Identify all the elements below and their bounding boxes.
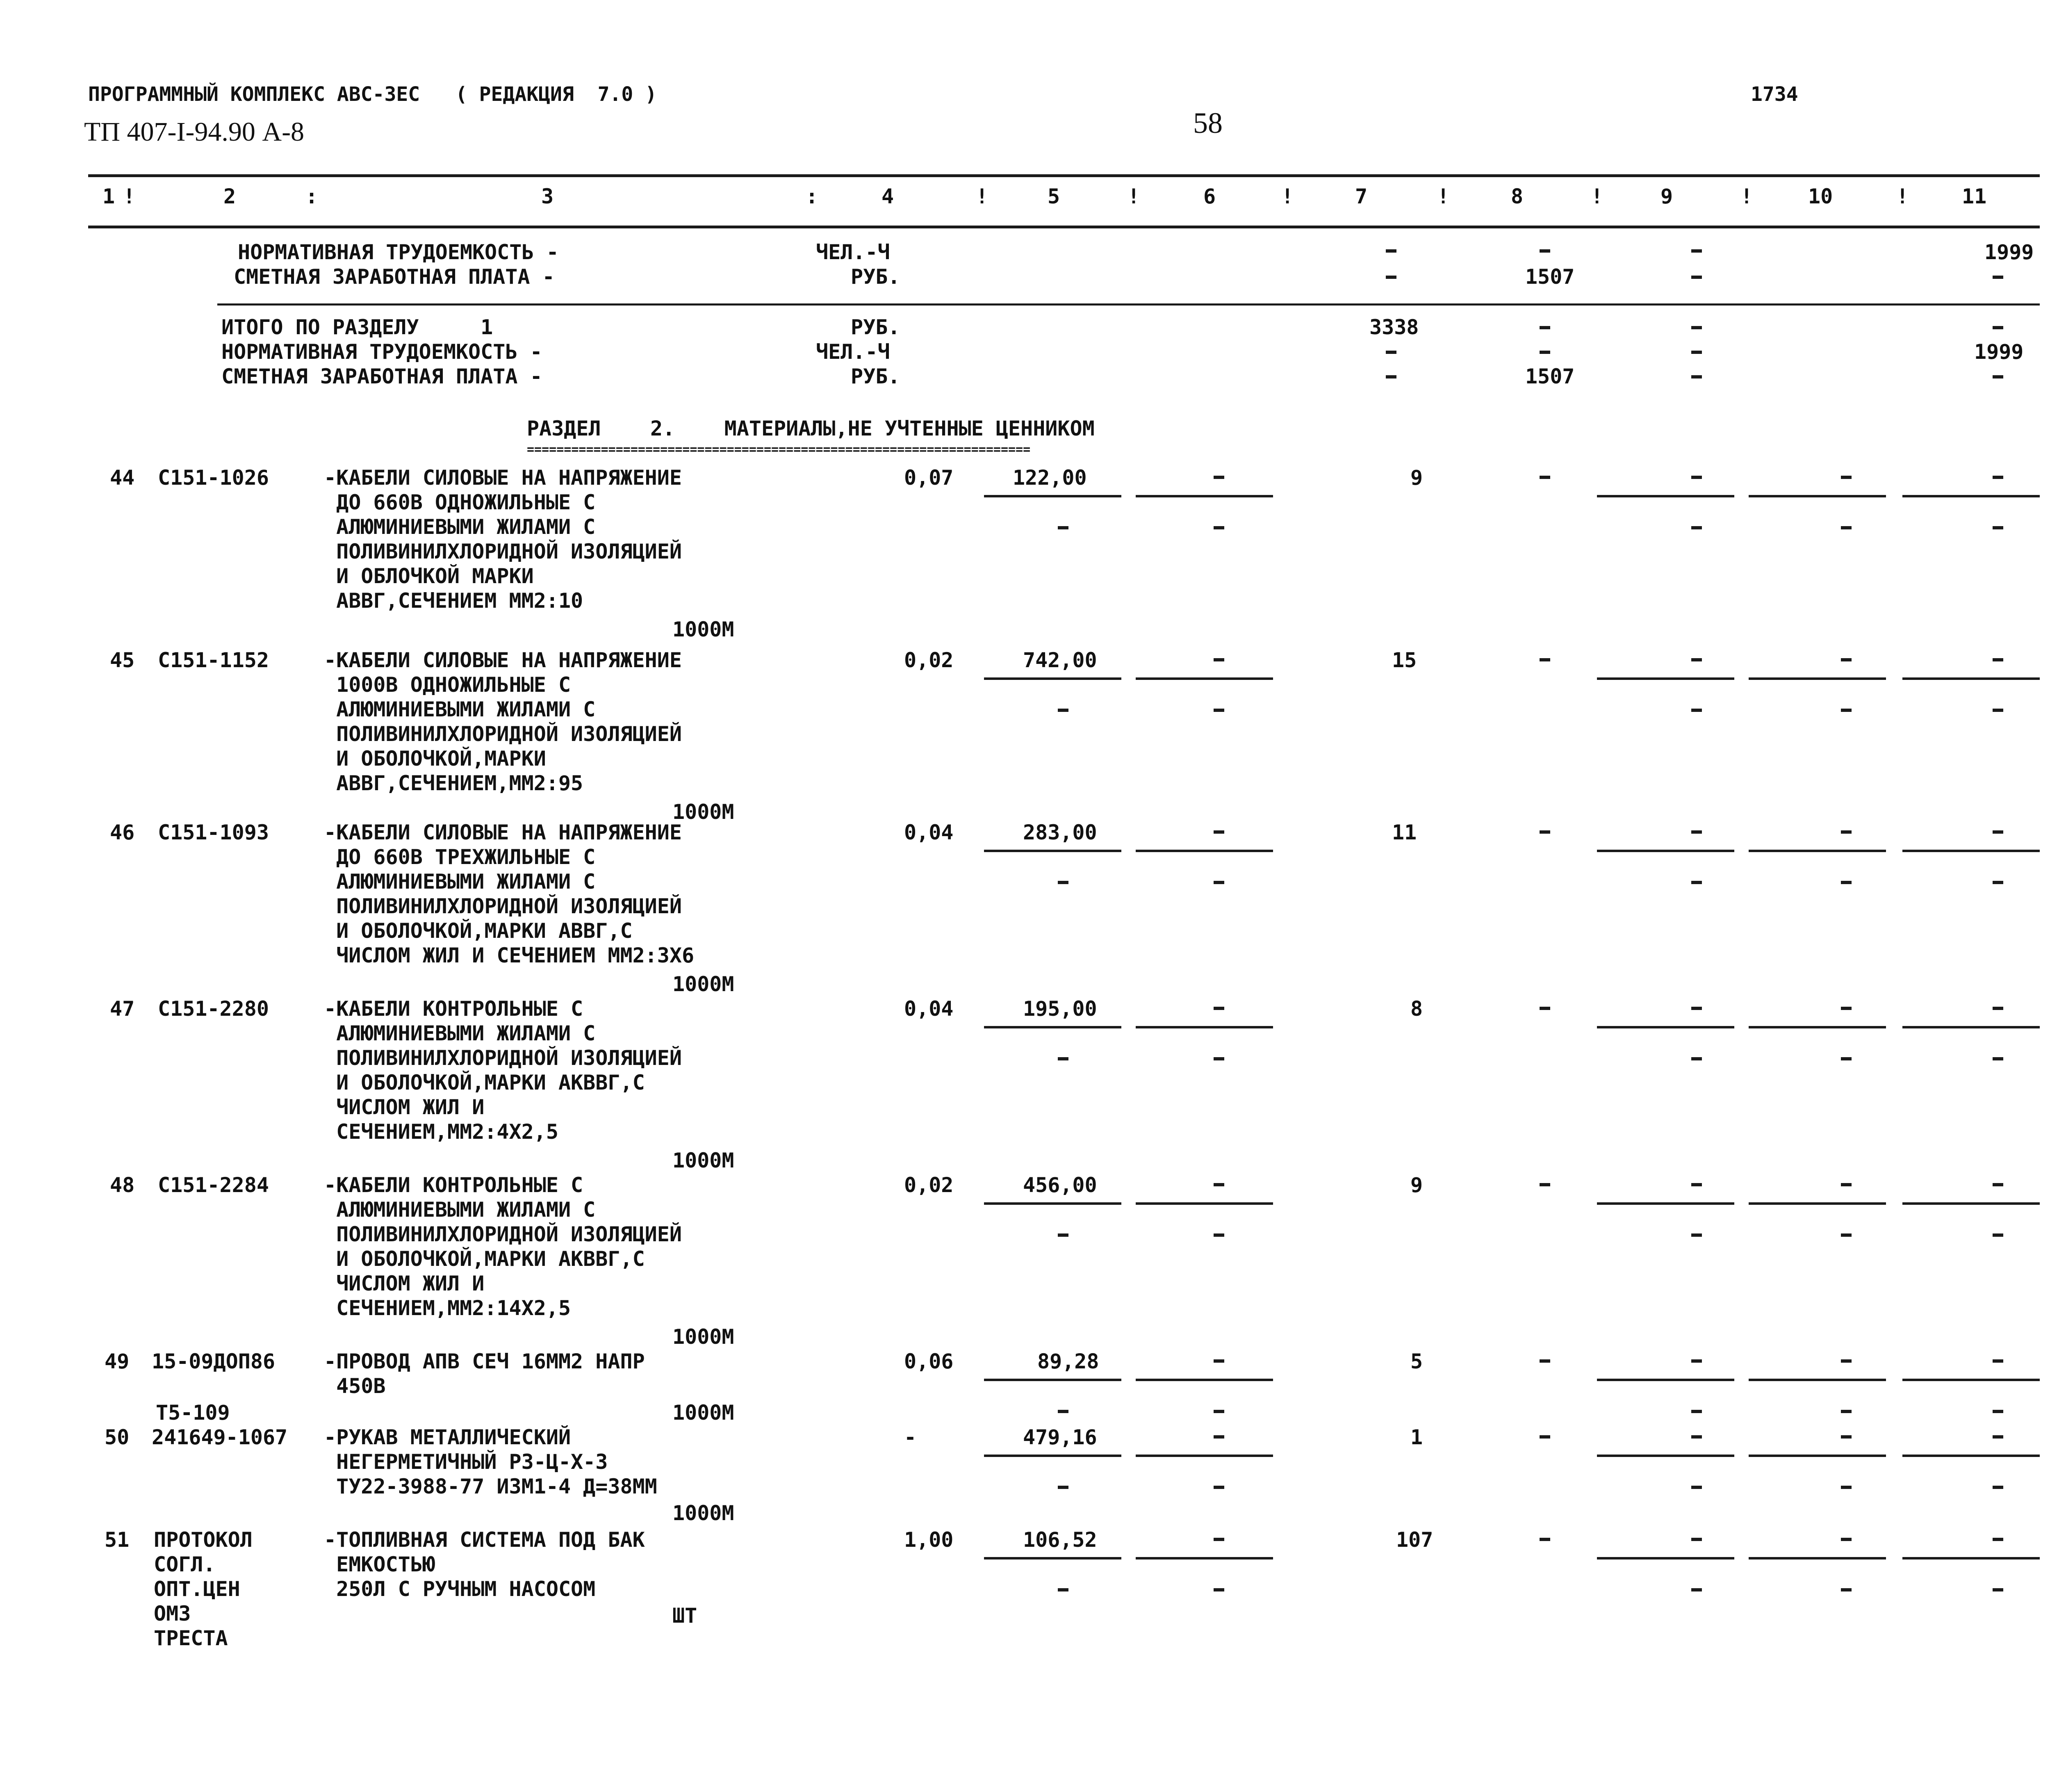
item-code: 15-09ДОП86	[152, 1350, 276, 1373]
dash	[1993, 1410, 2003, 1413]
item-unit: 1000М	[672, 1325, 734, 1349]
cell-underline	[1597, 495, 1734, 497]
cell-underline	[1902, 1557, 2040, 1559]
item-unit: 1000М	[672, 1401, 734, 1425]
dash	[1993, 375, 2003, 378]
item-price: 106,52	[1023, 1528, 1097, 1552]
cell-underline	[984, 495, 1121, 497]
item-number: 44	[110, 466, 135, 490]
dash	[1058, 1057, 1068, 1060]
dash	[1691, 1057, 1702, 1060]
item-quantity: 0,07	[904, 466, 954, 490]
summary2-labor-c11: 1999	[1974, 340, 2024, 364]
cell-underline	[1136, 1379, 1273, 1381]
item-code: С151-1152	[158, 648, 269, 672]
item-description: -КАБЕЛИ КОНТРОЛЬНЫЕ С АЛЮМИНИЕВЫМИ ЖИЛАМИ С ПОЛИВИНИЛХЛОРИДНОЙ ИЗОЛЯЦИЕЙ И ОБОЛОЧКОЙ,МАРКИ АКВВГ,С ЧИСЛОМ ЖИЛ И СЕЧЕНИЕМ,ММ2:4Х2,5	[324, 997, 682, 1144]
dash	[1993, 1183, 2003, 1186]
dash	[1214, 1435, 1224, 1439]
program-header: ПРОГРАММНЫЙ КОМПЛЕКС АВС-ЗЕС ( РЕДАКЦИЯ 7.0 )	[88, 83, 657, 106]
cell-underline	[1902, 850, 2040, 852]
item-quantity: 0,02	[904, 648, 954, 672]
item-unit: 1000М	[672, 1149, 734, 1172]
item-price: 479,16	[1023, 1425, 1097, 1449]
item-code: С151-2280	[158, 997, 269, 1021]
item-description: -РУКАВ МЕТАЛЛИЧЕСКИЙ НЕГЕРМЕТИЧНЫЙ РЗ-Ц-Х-3 ТУ22-3988-77 ИЗМ1-4 Д=38ММ	[324, 1425, 657, 1498]
cell-underline	[1136, 1557, 1273, 1559]
dash	[1691, 276, 1702, 279]
dash	[1993, 326, 2003, 329]
item-number: 45	[110, 648, 135, 672]
cell-underline	[1749, 1455, 1886, 1457]
dash	[1214, 1183, 1224, 1186]
dash	[1841, 1588, 1852, 1591]
cell-underline	[1136, 677, 1273, 680]
cell-underline	[1902, 1026, 2040, 1028]
item-unit: 1000М	[672, 618, 734, 641]
cell-underline	[1902, 495, 2040, 497]
dash	[1993, 476, 2003, 479]
item-code: С151-2284	[158, 1173, 269, 1197]
dash	[1993, 658, 2003, 661]
item-price: 89,28	[1037, 1350, 1099, 1373]
summary2-total-unit: РУБ.	[851, 315, 900, 339]
dash	[1214, 1359, 1224, 1363]
dash	[1993, 709, 2003, 712]
cell-underline	[1902, 677, 2040, 680]
dash	[1214, 1233, 1224, 1237]
item-quantity: 0,02	[904, 1173, 954, 1197]
dash	[1691, 1588, 1702, 1591]
dash	[1841, 476, 1852, 479]
dash	[1540, 830, 1550, 834]
col-separator: !	[1740, 185, 1753, 208]
dash	[1540, 1538, 1550, 1541]
item-code: С151-1026	[158, 466, 269, 490]
summary-divider	[217, 303, 2040, 306]
item-code: ПРОТОКОЛ СОГЛ. ОПТ.ЦЕН ОМЗ ТРЕСТА	[154, 1528, 253, 1650]
summary2-total-label: ИТОГО ПО РАЗДЕЛУ 1	[221, 315, 493, 339]
item-price: 742,00	[1023, 648, 1097, 672]
dash	[1841, 1359, 1852, 1363]
dash	[1691, 351, 1702, 354]
summary1-labor-unit: ЧЕЛ.-Ч	[816, 240, 890, 264]
sheet-number: 1734	[1751, 83, 1798, 106]
item-number: 46	[110, 821, 135, 844]
dash	[1540, 326, 1550, 329]
dash	[1214, 1538, 1224, 1541]
col-separator: !	[1896, 185, 1909, 208]
dash	[1691, 249, 1702, 253]
dash	[1993, 830, 2003, 834]
summary1-wage-unit: РУБ.	[851, 265, 900, 289]
dash	[1540, 1183, 1550, 1186]
dash	[1841, 526, 1852, 529]
dash	[1214, 1007, 1224, 1010]
dash	[1214, 1057, 1224, 1060]
dash	[1058, 1588, 1068, 1591]
item-description: -КАБЕЛИ КОНТРОЛЬНЫЕ С АЛЮМИНИЕВЫМИ ЖИЛАМИ С ПОЛИВИНИЛХЛОРИДНОЙ ИЗОЛЯЦИЕЙ И ОБОЛОЧКОЙ,МАРКИ АКВВГ,С ЧИСЛОМ ЖИЛ И СЕЧЕНИЕМ,ММ2:14Х2,5	[324, 1173, 682, 1320]
item-number: 50	[105, 1425, 130, 1449]
dash	[1691, 881, 1702, 884]
dash	[1058, 1410, 1068, 1413]
dash	[1386, 351, 1396, 354]
dash	[1540, 658, 1550, 661]
col-separator: !	[1128, 185, 1140, 208]
col-separator: !	[1281, 185, 1294, 208]
col-header-7: 7	[1355, 185, 1368, 208]
col-header-6: 6	[1203, 185, 1216, 208]
dash	[1214, 1486, 1224, 1489]
dash	[1386, 375, 1396, 378]
cell-underline	[1597, 1026, 1734, 1028]
summary2-labor-label: НОРМАТИВНАЯ ТРУДОЕМКОСТЬ -	[221, 340, 542, 364]
item-quantity: 0,06	[904, 1350, 954, 1373]
col-separator: !	[123, 185, 136, 208]
dash	[1214, 881, 1224, 884]
cell-underline	[1749, 1379, 1886, 1381]
summary2-total-c7: 3338	[1369, 315, 1419, 339]
col-header-9: 9	[1660, 185, 1673, 208]
cell-underline	[1597, 1202, 1734, 1205]
col-separator: !	[1437, 185, 1450, 208]
cell-underline	[1749, 495, 1886, 497]
dash	[1691, 1233, 1702, 1237]
cell-underline	[984, 1379, 1121, 1381]
dash	[1691, 526, 1702, 529]
cell-underline	[1136, 1455, 1273, 1457]
item-code: С151-1093	[158, 821, 269, 844]
dash	[1841, 1410, 1852, 1413]
dash	[1540, 1359, 1550, 1363]
item-cost: 15	[1392, 648, 1417, 672]
dash	[1691, 476, 1702, 479]
cell-underline	[1749, 1026, 1886, 1028]
item-cost: 9	[1410, 466, 1423, 490]
summary2-wage-unit: РУБ.	[851, 365, 900, 388]
dash	[1540, 476, 1550, 479]
item-description: -КАБЕЛИ СИЛОВЫЕ НА НАПРЯЖЕНИЕ ДО 660В ОДНОЖИЛЬНЫЕ С АЛЮМИНИЕВЫМИ ЖИЛАМИ С ПОЛИВИНИЛХЛОРИДНОЙ ИЗОЛЯЦИЕЙ И ОБЛОЧКОЙ МАРКИ АВВГ,СЕЧЕНИЕМ ММ2:10	[324, 466, 682, 613]
item-number: 48	[110, 1173, 135, 1197]
cell-underline	[1597, 1379, 1734, 1381]
dash	[1841, 881, 1852, 884]
cell-underline	[1136, 850, 1273, 852]
item-price: 283,00	[1023, 821, 1097, 844]
dash	[1841, 830, 1852, 834]
dash	[1214, 709, 1224, 712]
item-code: 241649-1067	[152, 1425, 288, 1449]
cell-underline	[984, 1202, 1121, 1205]
dash	[1993, 276, 2003, 279]
cell-underline	[1597, 677, 1734, 680]
item-unit: 1000М	[672, 1501, 734, 1525]
dash	[1540, 351, 1550, 354]
item-unit: ШТ	[672, 1604, 697, 1628]
col-header-1: 1	[102, 185, 115, 208]
item-cost: 5	[1410, 1350, 1423, 1373]
item-description: -ТОПЛИВНАЯ СИСТЕМА ПОД БАК ЕМКОСТЬЮ 250Л С РУЧНЫМ НАСОСОМ	[324, 1528, 645, 1601]
cell-underline	[984, 1455, 1121, 1457]
dash	[1993, 881, 2003, 884]
page-number: 58	[1193, 107, 1223, 139]
column-header-rule	[88, 226, 2040, 228]
cell-underline	[1597, 1455, 1734, 1457]
col-header-5: 5	[1048, 185, 1060, 208]
cell-underline	[1902, 1455, 2040, 1457]
dash	[1841, 1486, 1852, 1489]
cell-underline	[1749, 1557, 1886, 1559]
item-cost: 107	[1396, 1528, 1433, 1552]
dash	[1841, 658, 1852, 661]
col-header-3: 3	[541, 185, 554, 208]
dash	[1214, 658, 1224, 661]
item-cost: 8	[1410, 997, 1423, 1021]
col-separator: :	[806, 185, 818, 208]
cell-underline	[984, 1026, 1121, 1028]
col-separator: :	[305, 185, 318, 208]
item-number: 51	[105, 1528, 130, 1552]
dash	[1691, 326, 1702, 329]
item-description: -КАБЕЛИ СИЛОВЫЕ НА НАПРЯЖЕНИЕ 1000В ОДНОЖИЛЬНЫЕ С АЛЮМИНИЕВЫМИ ЖИЛАМИ С ПОЛИВИНИЛХЛОРИДНОЙ ИЗОЛЯЦИЕЙ И ОБОЛОЧКОЙ,МАРКИ АВВГ,СЕЧЕНИЕМ,ММ2:95	[324, 648, 682, 795]
section-underline: ====================================================================	[527, 445, 1031, 455]
col-separator: !	[976, 185, 989, 208]
dash	[1214, 1410, 1224, 1413]
col-separator: !	[1591, 185, 1604, 208]
dash	[1540, 1007, 1550, 1010]
dash	[1691, 1183, 1702, 1186]
dash	[1841, 709, 1852, 712]
dash	[1841, 1007, 1852, 1010]
cell-underline	[984, 677, 1121, 680]
item-quantity: 0,04	[904, 997, 954, 1021]
summary1-wage-label: СМЕТНАЯ ЗАРАБОТНАЯ ПЛАТА -	[234, 265, 555, 289]
dash	[1058, 881, 1068, 884]
summary2-wage-label: СМЕТНАЯ ЗАРАБОТНАЯ ПЛАТА -	[221, 365, 542, 388]
top-rule	[88, 174, 2040, 177]
dash	[1993, 1588, 2003, 1591]
dash	[1214, 526, 1224, 529]
dash	[1691, 1435, 1702, 1439]
dash	[1058, 526, 1068, 529]
dash	[1841, 1538, 1852, 1541]
dash	[1214, 1588, 1224, 1591]
col-header-2: 2	[223, 185, 236, 208]
cell-underline	[984, 1557, 1121, 1559]
dash	[1841, 1183, 1852, 1186]
dash	[1993, 1359, 2003, 1363]
dash	[1691, 375, 1702, 378]
cell-underline	[1136, 1202, 1273, 1205]
dash	[1993, 1486, 2003, 1489]
cell-underline	[1902, 1202, 2040, 1205]
summary2-labor-unit: ЧЕЛ.-Ч	[816, 340, 890, 364]
dash	[1691, 658, 1702, 661]
dash	[1386, 276, 1396, 279]
document-id: ТП 407-I-94.90 А-8	[84, 117, 305, 147]
item-cost: 9	[1410, 1173, 1423, 1197]
dash	[1058, 709, 1068, 712]
cell-underline	[1597, 850, 1734, 852]
dash	[1691, 1359, 1702, 1363]
item-description: -КАБЕЛИ СИЛОВЫЕ НА НАПРЯЖЕНИЕ ДО 660В ТРЕХЖИЛЬНЫЕ С АЛЮМИНИЕВЫМИ ЖИЛАМИ С ПОЛИВИНИЛХЛОРИДНОЙ ИЗОЛЯЦИЕЙ И ОБОЛОЧКОЙ,МАРКИ АВВГ,С ЧИСЛОМ ЖИЛ И СЕЧЕНИЕМ ММ2:3Х6	[324, 821, 695, 967]
dash	[1993, 1057, 2003, 1060]
dash	[1214, 476, 1224, 479]
item-cost: 11	[1392, 821, 1417, 844]
section-title: РАЗДЕЛ 2. МАТЕРИАЛЫ,НЕ УЧТЕННЫЕ ЦЕННИКОМ	[527, 417, 1095, 440]
cell-underline	[1749, 677, 1886, 680]
col-header-4: 4	[882, 185, 894, 208]
item-cost: 1	[1410, 1425, 1423, 1449]
item-price: 195,00	[1023, 997, 1097, 1021]
cell-underline	[1136, 1026, 1273, 1028]
dash	[1058, 1486, 1068, 1489]
summary1-wage-c8: 1507	[1525, 265, 1575, 289]
dash	[1691, 1007, 1702, 1010]
cell-underline	[984, 850, 1121, 852]
dash	[1841, 1233, 1852, 1237]
dash	[1993, 526, 2003, 529]
item-number: 47	[110, 997, 135, 1021]
item-quantity: 0,04	[904, 821, 954, 844]
cell-underline	[1597, 1557, 1734, 1559]
item-description: -ПРОВОД АПВ СЕЧ 16ММ2 НАПР 450В	[324, 1350, 645, 1398]
item-price: 122,00	[1013, 466, 1087, 490]
dash	[1058, 1233, 1068, 1237]
summary2-wage-c8: 1507	[1525, 365, 1575, 388]
item-quantity: 1,00	[904, 1528, 954, 1552]
dash	[1993, 1538, 2003, 1541]
item-code-secondary: Т5-109	[156, 1401, 230, 1425]
dash	[1993, 1007, 2003, 1010]
item-quantity: -	[904, 1425, 917, 1449]
dash	[1691, 1538, 1702, 1541]
dash	[1691, 1410, 1702, 1413]
dash	[1993, 1233, 2003, 1237]
dash	[1386, 249, 1396, 253]
item-unit: 1000М	[672, 972, 734, 996]
item-price: 456,00	[1023, 1173, 1097, 1197]
col-header-11: 11	[1962, 185, 1987, 208]
dash	[1841, 1435, 1852, 1439]
dash	[1540, 249, 1550, 253]
summary1-labor-c11: 1999	[1984, 240, 2034, 264]
col-header-8: 8	[1511, 185, 1524, 208]
col-header-10: 10	[1808, 185, 1833, 208]
dash	[1691, 1486, 1702, 1489]
dash	[1214, 830, 1224, 834]
dash	[1691, 709, 1702, 712]
summary1-labor-label: НОРМАТИВНАЯ ТРУДОЕМКОСТЬ -	[238, 240, 559, 264]
cell-underline	[1749, 850, 1886, 852]
cell-underline	[1749, 1202, 1886, 1205]
item-unit: 1000М	[672, 800, 734, 824]
item-number: 49	[105, 1350, 130, 1373]
cell-underline	[1136, 495, 1273, 497]
dash	[1841, 1057, 1852, 1060]
cell-underline	[1902, 1379, 2040, 1381]
dash	[1993, 1435, 2003, 1439]
dash	[1540, 1435, 1550, 1439]
dash	[1691, 830, 1702, 834]
